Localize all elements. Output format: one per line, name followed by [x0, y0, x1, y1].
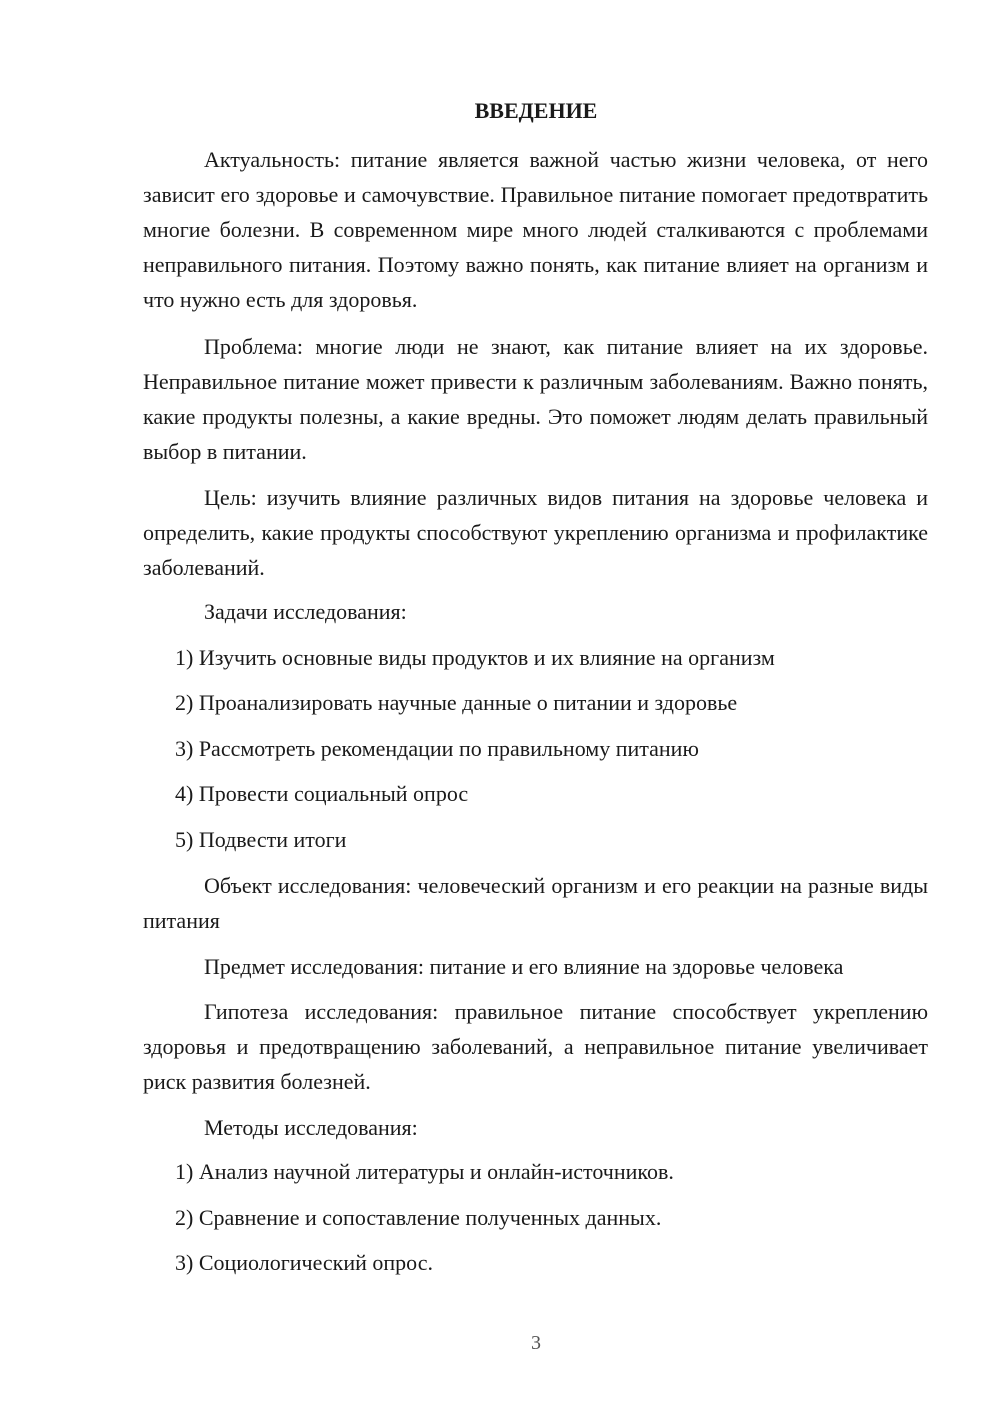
problem-paragraph: Проблема: многие люди не знают, как питание влияет на их здоровье. Неправильное питание может привести к различным заболеваниям. Важно понять, какие продукты полезны, а какие вредны. Это поможет людям делать правильный выбор в питании. — [143, 334, 928, 464]
methods-label: Методы исследования: — [204, 1115, 418, 1140]
page-number: 3 — [531, 1332, 541, 1354]
task-item: 2) Проанализировать научные данные о питании и здоровье — [175, 690, 738, 715]
task-item: 3) Рассмотреть рекомендации по правильному питанию — [175, 736, 699, 761]
relevance-paragraph: Актуальность: питание является важной частью жизни человека, от него зависит его здоровье и самочувствие. Правильное питание помогает предотвратить многие болезни. В современном мире много людей сталкиваются с проблемами неправильного питания. Поэтому важно понять, как питание влияет на организм и что нужно есть для здоровья. — [143, 147, 928, 312]
task-item: 4) Провести социальный опрос — [175, 781, 469, 806]
goal-paragraph: Цель: изучить влияние различных видов питания на здоровье человека и определить, какие продукты способствуют укреплению организма и профилактике заболеваний. — [143, 485, 928, 580]
method-item: 2) Сравнение и сопоставление полученных данных. — [175, 1205, 662, 1230]
subject-paragraph: Предмет исследования: питание и его влияние на здоровье человека — [204, 954, 844, 979]
hypothesis-paragraph: Гипотеза исследования: правильное питание способствует укреплению здоровья и предотвращению заболеваний, а неправильное питание увеличивает риск развития болезней. — [143, 999, 928, 1094]
method-item: 3) Социологический опрос. — [175, 1250, 433, 1275]
object-paragraph: Объект исследования: человеческий организм и его реакции на разные виды питания — [143, 873, 928, 933]
task-item: 5) Подвести итоги — [175, 827, 347, 852]
task-item: 1) Изучить основные виды продуктов и их влияние на организм — [175, 645, 775, 670]
tasks-label: Задачи исследования: — [204, 599, 407, 624]
section-heading: ВВЕДЕНИЕ — [474, 98, 598, 123]
method-item: 1) Анализ научной литературы и онлайн-источников. — [175, 1159, 674, 1184]
